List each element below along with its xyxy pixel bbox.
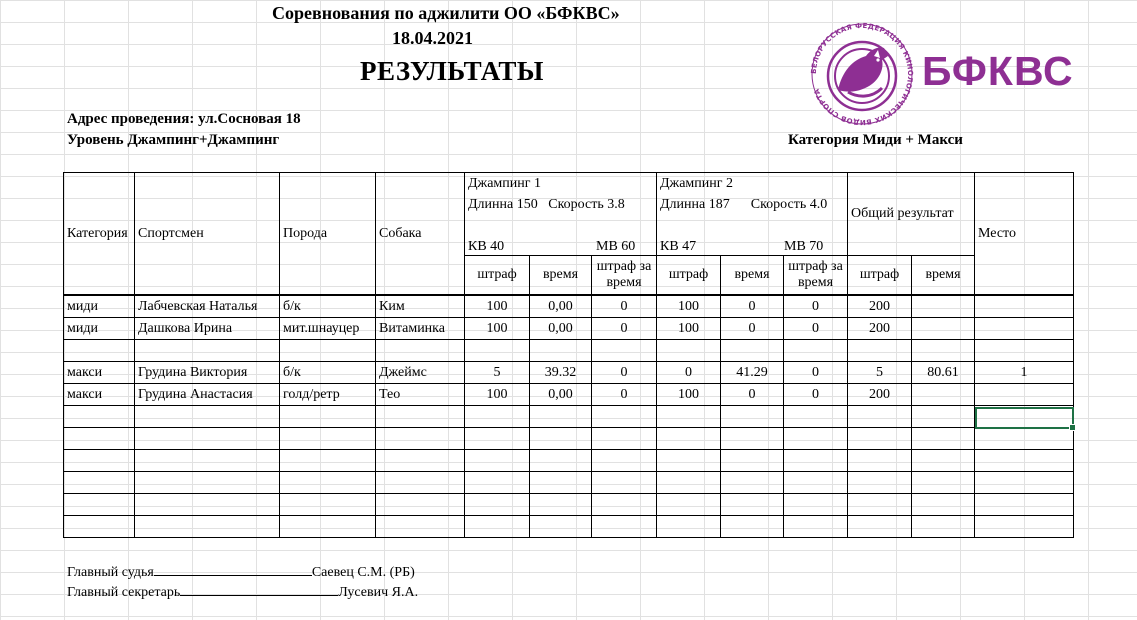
cell-category[interactable]: макси [64, 362, 135, 384]
header-category: Категория [64, 173, 135, 296]
cell-empty[interactable] [848, 516, 912, 538]
cell-empty[interactable] [280, 340, 376, 362]
cell-empty[interactable] [975, 450, 1074, 472]
cell-run2-time-penalty[interactable]: 0 [784, 318, 848, 340]
cell-breed[interactable]: б/к [280, 295, 376, 318]
cell-run2-penalty[interactable]: 100 [657, 384, 721, 406]
run1-time-penalty-header: штраф за время [592, 256, 657, 296]
cell-empty[interactable] [530, 340, 592, 362]
cell-empty[interactable] [784, 450, 848, 472]
table-row [64, 516, 1074, 538]
venue-address: Адрес проведения: ул.Сосновая 18 [67, 111, 301, 127]
table-row [64, 428, 1074, 450]
cell-empty[interactable] [784, 494, 848, 516]
table-row [64, 318, 1074, 340]
cell-empty[interactable] [592, 428, 657, 450]
cell-empty[interactable] [848, 406, 912, 428]
cell-run2-time[interactable]: 0 [721, 318, 784, 340]
cell-run2-penalty[interactable]: 100 [657, 318, 721, 340]
cell-run1-time-penalty[interactable]: 0 [592, 295, 657, 318]
cell-empty[interactable] [848, 340, 912, 362]
cell-empty[interactable] [657, 340, 721, 362]
cell-empty[interactable] [135, 450, 280, 472]
cell-category[interactable]: макси [64, 384, 135, 406]
cell-run1-time[interactable]: 39.32 [530, 362, 592, 384]
cell-total-penalty[interactable]: 200 [848, 384, 912, 406]
cell-empty[interactable] [530, 472, 592, 494]
total-penalty-header: штраф [848, 256, 912, 296]
cell-category[interactable]: миди [64, 295, 135, 318]
cell-empty[interactable] [592, 494, 657, 516]
cell-empty[interactable] [848, 494, 912, 516]
cell-empty[interactable] [975, 494, 1074, 516]
cell-run2-penalty[interactable]: 100 [657, 295, 721, 318]
cell-empty[interactable] [721, 428, 784, 450]
cell-empty[interactable] [64, 406, 135, 428]
cell-empty[interactable] [848, 450, 912, 472]
cell-run1-time-penalty[interactable]: 0 [592, 362, 657, 384]
cell-athlete[interactable]: Грудина Виктория [135, 362, 280, 384]
cell-empty[interactable] [64, 428, 135, 450]
level-label: Уровень Джампинг+Джампинг [67, 132, 280, 148]
cell-athlete[interactable]: Грудина Анастасия [135, 384, 280, 406]
run1-params [465, 195, 657, 215]
run1-name: Джампинг 1 [465, 173, 657, 196]
federation-logo-emblem [808, 20, 916, 128]
cell-empty[interactable] [912, 428, 975, 450]
cell-empty[interactable] [592, 340, 657, 362]
cell-run1-time[interactable]: 0,00 [530, 295, 592, 318]
cell-total-penalty[interactable]: 200 [848, 318, 912, 340]
cell-run2-time[interactable]: 41.29 [721, 362, 784, 384]
signature-line [154, 563, 312, 576]
cell-breed[interactable]: б/к [280, 362, 376, 384]
cell-place[interactable] [975, 384, 1074, 406]
cell-empty[interactable] [975, 340, 1074, 362]
cell-athlete[interactable]: Лабчевская Наталья [135, 295, 280, 318]
run1-length: Длинна 150 [468, 197, 538, 212]
cell-total-penalty[interactable]: 200 [848, 295, 912, 318]
cell-run1-time[interactable]: 0,00 [530, 384, 592, 406]
cell-run2-time-penalty[interactable]: 0 [784, 295, 848, 318]
cell-empty[interactable] [64, 494, 135, 516]
cell-empty[interactable] [465, 494, 530, 516]
chief-secretary-label: Главный секретарь [67, 585, 181, 600]
total-time-header: время [912, 256, 975, 296]
cell-empty[interactable] [376, 340, 465, 362]
chief-secretary-name: Лусевич Я.А. [338, 585, 419, 600]
cell-empty[interactable] [721, 494, 784, 516]
cell-empty[interactable] [975, 472, 1074, 494]
cell-empty[interactable] [465, 472, 530, 494]
run1-mv: МВ 60 [596, 239, 636, 254]
cell-empty[interactable] [280, 450, 376, 472]
cell-total-time[interactable] [912, 295, 975, 318]
cell-empty[interactable] [280, 428, 376, 450]
cell-empty[interactable] [64, 516, 135, 538]
cell-category[interactable]: миди [64, 318, 135, 340]
cell-empty[interactable] [135, 406, 280, 428]
table-row [64, 384, 1074, 406]
cell-empty[interactable] [657, 494, 721, 516]
cell-run2-time-penalty[interactable]: 0 [784, 384, 848, 406]
run2-params [657, 195, 848, 215]
cell-empty[interactable] [592, 472, 657, 494]
cell-empty[interactable] [657, 516, 721, 538]
cell-run2-time[interactable]: 0 [721, 384, 784, 406]
selected-cell-cursor[interactable] [975, 407, 1074, 429]
cell-run1-time[interactable]: 0,00 [530, 318, 592, 340]
competition-date: 18.04.2021 [392, 28, 473, 48]
cell-empty[interactable] [135, 428, 280, 450]
cell-empty[interactable] [592, 406, 657, 428]
cell-empty[interactable] [975, 516, 1074, 538]
table-row [64, 406, 1074, 428]
cell-empty[interactable] [784, 516, 848, 538]
cell-empty[interactable] [530, 494, 592, 516]
cell-dog[interactable]: Джеймс [376, 362, 465, 384]
cell-empty[interactable] [280, 516, 376, 538]
run2-kv: КВ 47 [660, 239, 697, 254]
cell-run1-penalty[interactable]: 100 [465, 295, 530, 318]
cell-empty[interactable] [912, 516, 975, 538]
cell-empty[interactable] [135, 494, 280, 516]
run2-length: Длинна 187 [660, 197, 730, 212]
cell-empty[interactable] [64, 450, 135, 472]
cell-empty[interactable] [376, 406, 465, 428]
cell-empty[interactable] [912, 494, 975, 516]
competition-title: Соревнования по аджилити ОО «БФКВС» [272, 3, 620, 23]
cell-empty[interactable] [848, 428, 912, 450]
cell-empty[interactable] [912, 340, 975, 362]
cell-empty[interactable] [530, 516, 592, 538]
cell-place[interactable] [975, 295, 1074, 318]
cell-empty[interactable] [657, 406, 721, 428]
cell-breed[interactable]: голд/ретр [280, 384, 376, 406]
cell-empty[interactable] [784, 428, 848, 450]
table-row [64, 340, 1074, 362]
run2-name: Джампинг 2 [657, 173, 848, 196]
cell-empty[interactable] [784, 472, 848, 494]
cell-empty[interactable] [721, 516, 784, 538]
cell-empty[interactable] [465, 428, 530, 450]
chief-judge-label: Главный судья [67, 565, 154, 580]
signature-line [180, 583, 338, 596]
chief-judge-line [67, 563, 415, 581]
header-total-result: Общий результат [848, 173, 975, 256]
cell-empty[interactable] [376, 516, 465, 538]
cell-empty[interactable] [64, 472, 135, 494]
cell-run1-penalty[interactable]: 100 [465, 384, 530, 406]
cell-place[interactable] [975, 318, 1074, 340]
cell-empty[interactable] [530, 428, 592, 450]
cell-empty[interactable] [848, 472, 912, 494]
cell-empty[interactable] [465, 340, 530, 362]
header-breed: Порода [280, 173, 376, 296]
header-athlete: Спортсмен [135, 173, 280, 296]
cell-empty[interactable] [912, 406, 975, 428]
table-row [64, 362, 1074, 384]
header-dog: Собака [376, 173, 465, 296]
cell-empty[interactable] [465, 406, 530, 428]
cell-empty[interactable] [135, 340, 280, 362]
cell-empty[interactable] [376, 450, 465, 472]
cell-empty[interactable] [912, 472, 975, 494]
cell-empty[interactable] [657, 472, 721, 494]
cell-empty[interactable] [912, 450, 975, 472]
table-row [64, 450, 1074, 472]
cell-empty[interactable] [376, 472, 465, 494]
run2-time-header: время [721, 256, 784, 296]
cell-empty[interactable] [657, 428, 721, 450]
cell-empty[interactable] [530, 406, 592, 428]
cell-athlete[interactable]: Дашкова Ирина [135, 318, 280, 340]
cell-empty[interactable] [592, 450, 657, 472]
cell-dog[interactable]: Тео [376, 384, 465, 406]
cell-empty[interactable] [135, 516, 280, 538]
cell-run1-penalty[interactable]: 5 [465, 362, 530, 384]
table-row [64, 494, 1074, 516]
cell-empty[interactable] [376, 494, 465, 516]
cell-breed[interactable]: мит.шнауцер [280, 318, 376, 340]
chief-secretary-line [67, 583, 418, 601]
header-place: Место [975, 173, 1074, 296]
cell-empty[interactable] [280, 472, 376, 494]
logo-ring-text: БЕЛОРУССКАЯ ФЕДЕРАЦИЯ КИНОЛОГИЧЕСКИХ ВИДОВ СПОРТА [809, 21, 915, 127]
cell-empty[interactable] [784, 406, 848, 428]
cell-run1-time-penalty[interactable]: 0 [592, 384, 657, 406]
cell-empty[interactable] [721, 340, 784, 362]
cell-empty[interactable] [280, 494, 376, 516]
cell-empty[interactable] [721, 450, 784, 472]
results-table [63, 172, 1074, 538]
run2-mv: МВ 70 [784, 239, 824, 254]
cell-total-time[interactable] [912, 318, 975, 340]
cell-total-time[interactable] [912, 384, 975, 406]
cell-empty[interactable] [135, 472, 280, 494]
cell-run1-time-penalty[interactable]: 0 [592, 318, 657, 340]
run1-penalty-header: штраф [465, 256, 530, 296]
cell-place[interactable]: 1 [975, 362, 1074, 384]
cell-empty[interactable] [975, 428, 1074, 450]
cell-empty[interactable] [721, 472, 784, 494]
table-row [64, 472, 1074, 494]
logo-abbreviation: БФКВС [922, 48, 1074, 94]
cell-empty[interactable] [64, 340, 135, 362]
cell-empty[interactable] [465, 450, 530, 472]
cell-empty[interactable] [592, 516, 657, 538]
cell-dog[interactable]: Ким [376, 295, 465, 318]
cell-run1-penalty[interactable]: 100 [465, 318, 530, 340]
cell-empty[interactable] [784, 340, 848, 362]
cell-empty[interactable] [465, 516, 530, 538]
run1-time-header: время [530, 256, 592, 296]
cell-empty[interactable] [530, 450, 592, 472]
chief-judge-name: Саевец С.М. (РБ) [311, 565, 415, 580]
cell-run2-time[interactable]: 0 [721, 295, 784, 318]
cell-empty[interactable] [280, 406, 376, 428]
cell-empty[interactable] [376, 428, 465, 450]
cell-empty[interactable] [721, 406, 784, 428]
run1-standards [465, 215, 657, 256]
run2-standards [657, 215, 848, 256]
run2-penalty-header: штраф [657, 256, 721, 296]
category-label: Категория Миди + Макси [788, 132, 963, 148]
run1-kv: КВ 40 [468, 239, 505, 254]
table-row [64, 295, 1074, 318]
cell-dog[interactable]: Витаминка [376, 318, 465, 340]
results-heading: РЕЗУЛЬТАТЫ [360, 56, 544, 86]
cell-total-time[interactable]: 80.61 [912, 362, 975, 384]
run1-speed: Скорость 3.8 [548, 197, 625, 212]
run2-time-penalty-header: штраф за время [784, 256, 848, 296]
cell-total-penalty[interactable]: 5 [848, 362, 912, 384]
cell-empty[interactable] [657, 450, 721, 472]
cell-run2-penalty[interactable]: 0 [657, 362, 721, 384]
run2-speed: Скорость 4.0 [750, 197, 828, 212]
cell-run2-time-penalty[interactable]: 0 [784, 362, 848, 384]
